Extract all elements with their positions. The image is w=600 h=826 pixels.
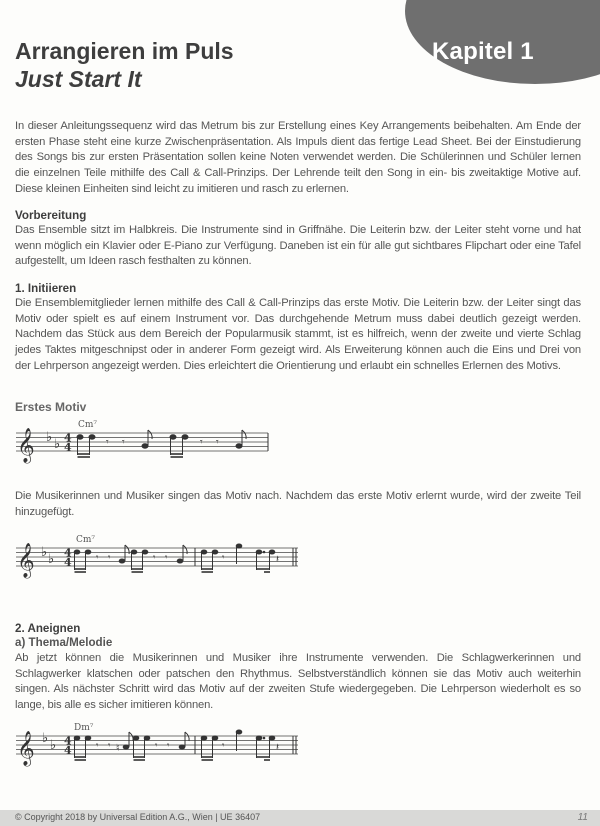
svg-text:𝄾: 𝄾 bbox=[96, 740, 99, 750]
treble-clef-icon: 𝄞 bbox=[17, 731, 35, 766]
treble-clef-icon: 𝄞 bbox=[17, 428, 35, 463]
time-signature-bottom: 4 bbox=[64, 441, 72, 454]
svg-text:𝄽: 𝄽 bbox=[276, 554, 280, 565]
vorbereitung-paragraph: Das Ensemble sitzt im Halbkreis. Die Instrumente sind in Griffnähe. Die Leiterin bzw. der Leiter steht vorne und hat wenn möglich ein Klavier oder E-Piano zur Verfügung. Daneben ist ein für alle gut sichtbares Flipchart oder eine Tafel aufgestellt, um Ideen rasch festhalten zu können. bbox=[15, 224, 581, 268]
aneignen-paragraph: Ab jetzt können die Musikerinnen und Musiker ihre Instrumente verwenden. Die Schlagwerkerinnen und Schlagwerker klatschen oder patschen den Rhythmus. Selbstverständlich können sie das Motiv auch weiterhin singen. Als nächster Schritt wird das Motiv auf der zweiten Stufe wiedergegeben. Die Lehrperson wiederholt es so lange, bis alle es sicher imitieren können. bbox=[15, 652, 581, 712]
svg-text:𝄾: 𝄾 bbox=[222, 740, 225, 750]
music-staff-motiv-3 bbox=[12, 718, 302, 773]
intro-paragraph: In dieser Anleitungssequenz wird das Metrum bis zur Erstellung eines Key Arrangements beibehalten. Am Ende der ersten Phase steht eine kurze Zwischenpräsentation. Als Impuls dient das fertige Lead Sheet. Bei der Einstudierung des Songs bis zur ersten Präsentation sollen keine Noten verwendet werden. Die Schülerinnen und Schüler lernen die einzelnen Teile mithilfe des Call & Call-Prinzips. Der Lehrende teilt den Song in ein- bis zweitaktige Motive auf. Diese kleinen Einheiten sind leicht zu imitieren und rasch zu erlernen. bbox=[15, 120, 581, 195]
time-signature-top: 4 bbox=[64, 546, 72, 560]
copyright-notice: © Copyright 2018 by Universal Edition A.G., Wien | UE 36407 bbox=[15, 812, 261, 822]
page-number: 11 bbox=[577, 812, 588, 823]
treble-clef-icon: 𝄞 bbox=[17, 543, 35, 578]
section-heading-vorbereitung: Vorbereitung bbox=[15, 209, 87, 222]
svg-text:𝄾: 𝄾 bbox=[167, 740, 170, 750]
flat-icon: ♭ bbox=[42, 731, 49, 746]
svg-text:𝄾: 𝄾 bbox=[165, 552, 168, 562]
time-signature-bottom: 4 bbox=[64, 556, 72, 569]
section-heading-initiieren: 1. Initiieren bbox=[15, 282, 77, 295]
svg-text:𝄽: 𝄽 bbox=[276, 742, 280, 753]
svg-text:𝄾: 𝄾 bbox=[106, 437, 109, 448]
chord-symbol: Cm⁷ bbox=[76, 535, 96, 545]
svg-text:𝄾: 𝄾 bbox=[122, 437, 125, 448]
flat-icon: ♭ bbox=[48, 552, 55, 567]
flat-icon: ♭ bbox=[54, 437, 61, 452]
after-motiv-paragraph: Die Musikerinnen und Musiker singen das Motiv nach. Nachdem das erste Motiv erlernt wurde, wird der zweite Teil hinzugefügt. bbox=[15, 490, 581, 518]
svg-text:𝄾: 𝄾 bbox=[96, 552, 99, 562]
chord-symbol: Cm⁷ bbox=[78, 420, 98, 430]
initiieren-paragraph: Die Ensemblemitglieder lernen mithilfe des Call & Call-Prinzips das erste Motiv. Die Leiterin bzw. der Leiter singt das Motiv oder spielt es auf einem Instrument vor. Das durchgehende Metrum muss dabei deutlich gezeigt werden. Nachdem das Stück aus dem Bereich der Popularmusik stammt, ist es hilfreich, wenn der zweite und vierte Schlag jedes Taktes mitgeschnipst oder in anderer Form gezeigt wird. Als Erweiterung können auch die Eins und Drei von der Lehrperson angezeigt werden. Dies erleichtert die Orientierung und erlaubt ein schnelles Erlernen des Motivs. bbox=[15, 297, 581, 372]
music-staff-motiv-1 bbox=[12, 415, 272, 470]
page-subtitle: Just Start It bbox=[15, 66, 142, 92]
time-signature-top: 4 bbox=[64, 734, 72, 748]
svg-text:𝄾: 𝄾 bbox=[216, 437, 219, 448]
svg-text:𝄾: 𝄾 bbox=[200, 437, 203, 448]
time-signature-bottom: 4 bbox=[64, 744, 72, 757]
svg-text:♮: ♮ bbox=[116, 743, 120, 754]
page-footer bbox=[0, 810, 600, 826]
section-heading-aneignen: 2. Aneignen bbox=[15, 622, 81, 635]
music-staff-motiv-2 bbox=[12, 530, 302, 585]
svg-text:𝄾: 𝄾 bbox=[108, 740, 111, 750]
motiv-label: Erstes Motiv bbox=[15, 400, 87, 414]
subheading-thema-melodie: a) Thema/Melodie bbox=[15, 636, 113, 649]
svg-text:𝄾: 𝄾 bbox=[222, 552, 225, 562]
svg-text:𝄾: 𝄾 bbox=[155, 740, 158, 750]
svg-text:𝄾: 𝄾 bbox=[153, 552, 156, 562]
chapter-label: Kapitel 1 bbox=[432, 38, 534, 65]
page-title: Arrangieren im Puls bbox=[15, 38, 234, 64]
svg-text:𝄾: 𝄾 bbox=[108, 552, 111, 562]
flat-icon: ♭ bbox=[50, 738, 57, 753]
flat-icon: ♭ bbox=[41, 545, 48, 560]
time-signature-top: 4 bbox=[64, 431, 72, 445]
chord-symbol: Dm⁷ bbox=[74, 723, 94, 733]
flat-icon: ♭ bbox=[46, 430, 53, 445]
